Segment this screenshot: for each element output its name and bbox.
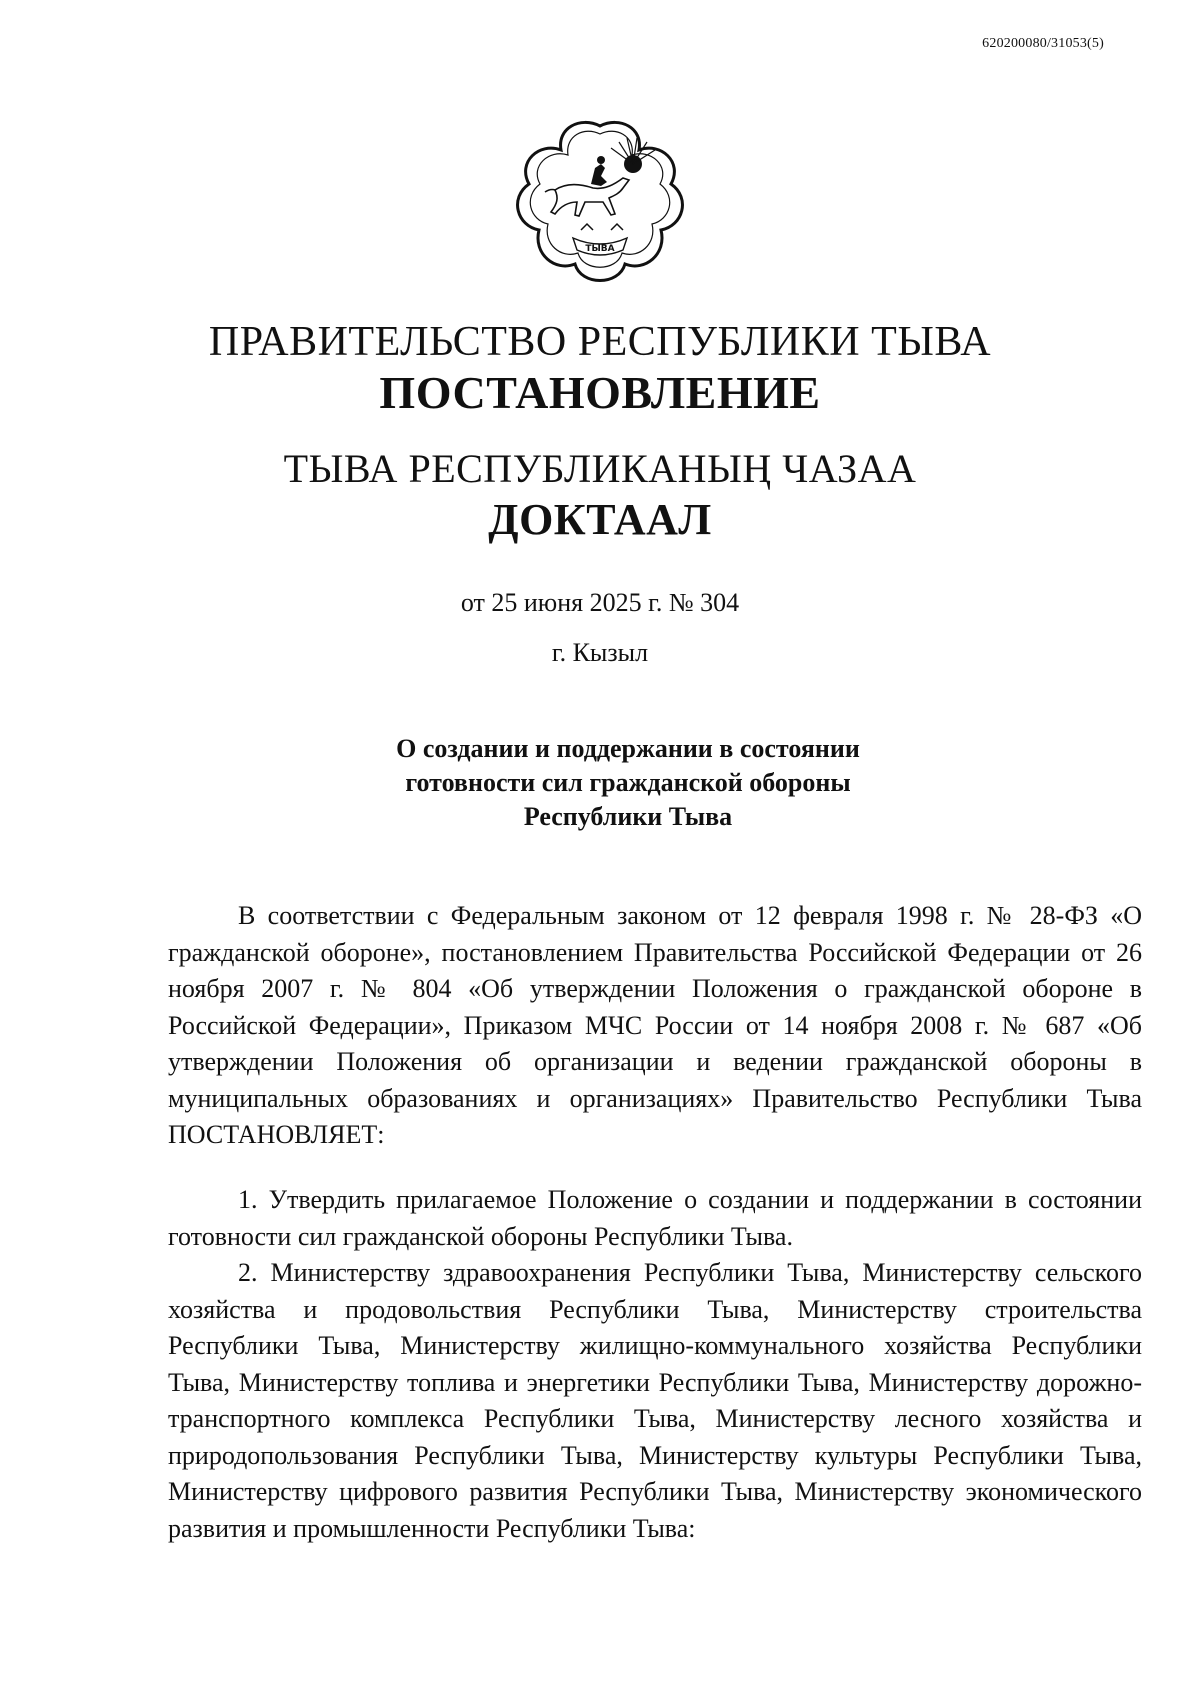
document-registration-number: 620200080/31053(5) (982, 36, 1104, 51)
decree-subject (0, 732, 1200, 834)
decree-title-tuvan: ДОКТААЛ (488, 495, 712, 544)
decree-item: 2. Министерству здравоохранения Республики Тыва, Министерству сельского хозяйства и продовольствия Республики Тыва, Министерству строительства Республики Тыва, Министерству жилищно-коммунального хозяйства Республики Тыва, Министерству топлива и энергетики Республики Тыва, Министерству дорожно-транспортного комплекса Республики Тыва, Министерству лесного хозяйства и природопользования Республики Тыва, Министерству культуры Республики Тыва, Министерству цифрового развития Республики Тыва, Министерству экономического развития и промышленности Республики Тыва: (168, 1258, 1142, 1543)
government-title: ПРАВИТЕЛЬСТВО РЕСПУБЛИКИ ТЫВА (208, 319, 992, 365)
decree-item: 1. Утвердить прилагаемое Положение о создании и поддержании в состоянии готовности сил гражданской обороны Республики Тыва. (168, 1185, 1142, 1251)
preamble (168, 898, 1142, 1154)
government-title-tuvan: ТЫВА РЕСПУБЛИКАНЫҢ ЧАЗАА (283, 446, 917, 491)
subject-line: Республики Тыва (523, 802, 733, 831)
decree-date-number: от 25 июня 2025 г. № 304 (460, 588, 740, 617)
tuva-coat-of-arms-icon (515, 118, 685, 288)
preamble-paragraph: В соответствии с Федеральным законом от 12 февраля 1998 г. № 28-ФЗ «О гражданской обороне», постановлением Правительства Российской Федерации от 26 ноября 2007 г. № 804 «Об утверждении Положения о гражданской обороне в Российской Федерации», Приказом МЧС России от 14 ноября 2008 г. № 687 «Об утверждении Положения об организации и ведении гражданской обороны в муниципальных образованиях и организациях» Правительство Республики Тыва ПОСТАНОВЛЯЕТ: (168, 901, 1142, 1149)
emblem-inscription: ТЫВА (585, 244, 615, 254)
decree-items (168, 1182, 1142, 1547)
subject-line: готовности сил гражданской обороны (405, 768, 851, 797)
decree-title: ПОСТАНОВЛЕНИЕ (379, 367, 821, 418)
subject-line: О создании и поддержании в состоянии (396, 734, 860, 763)
decree-city: г. Кызыл (551, 638, 649, 667)
